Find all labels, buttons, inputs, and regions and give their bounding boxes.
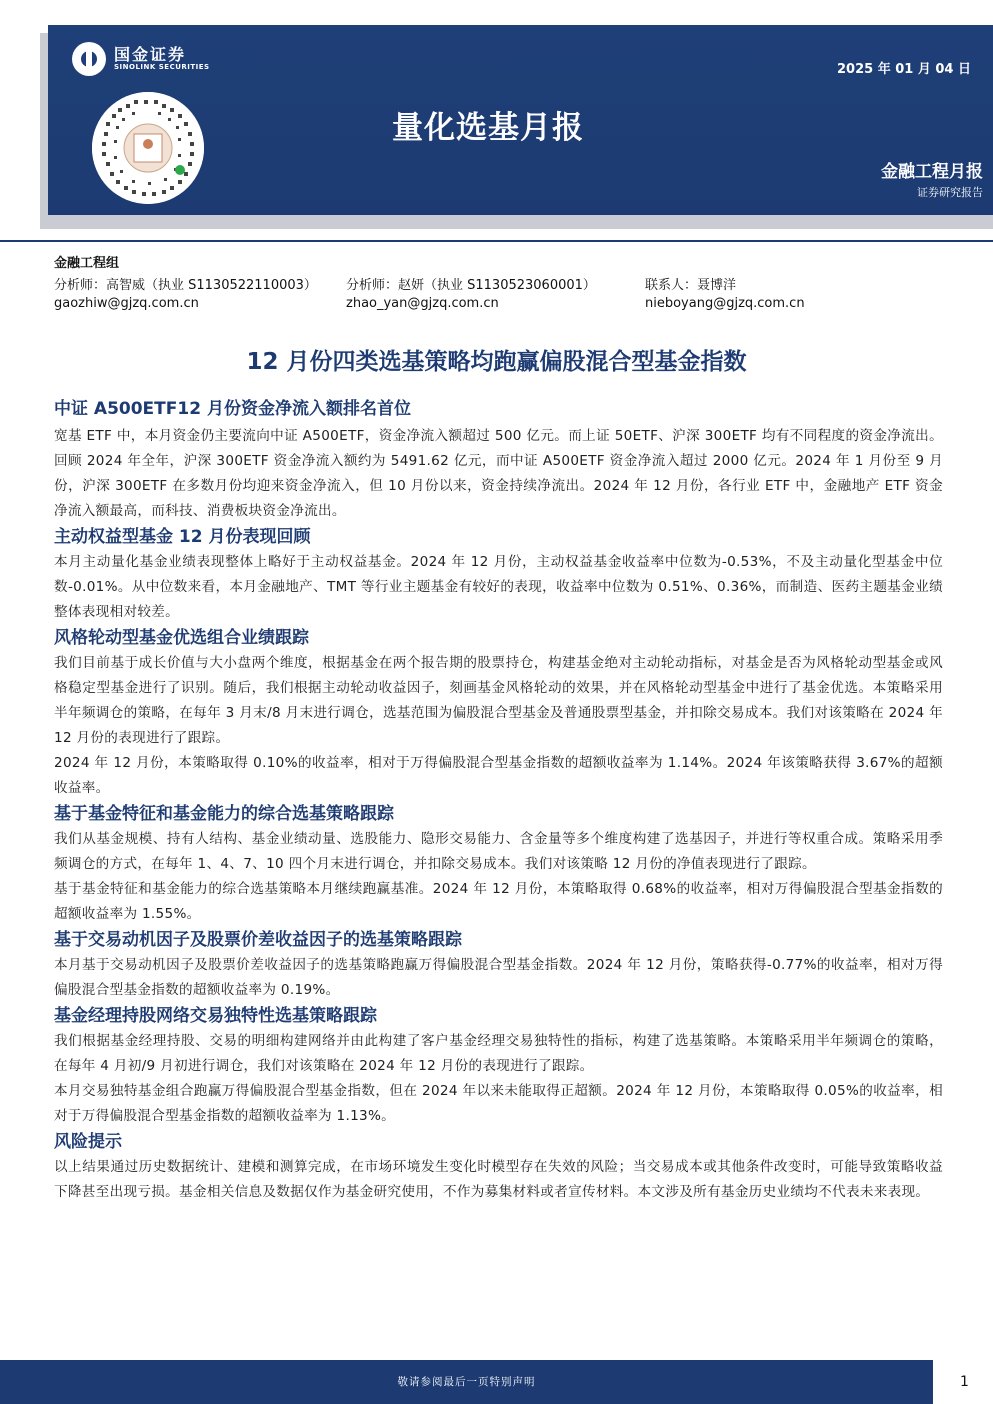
analyst-1: 分析师：高智威（执业 S1130522110003） — [54, 278, 317, 293]
company-logo — [72, 42, 210, 76]
section-paragraph: 我们目前基于成长价值与大小盘两个维度，根据基金在两个报告期的股票持仓，构建基金绝对主动轮动指标，对基金是否为风格轮动型基金或风格稳定型基金进行了识别。随后，我们根据主动轮动收益因子，刻画基金风格轮动的效果，并在风格轮动型基金中进行了基金优选。本策略采用半年频调仓的策略，在每年 3 月末/8 月末进行调仓，选基范围为偏股混合型基金及普通股票型基金，并扣除交易成本。我们对该策略在 2024 年 12 月份的表现进行了跟踪。 — [54, 655, 943, 746]
report-date: 2025 年 01 月 04 日 — [837, 62, 971, 77]
analyst-row — [54, 274, 954, 294]
section-paragraph: 本月交易独特基金组合跑赢万得偏股混合型基金指数，但在 2024 年以来未能取得正超额。2024 年 12 月份，本策略取得 0.05%的收益率，相对于万得偏股混合型基金指数的超额收益率为 1.13%。 — [54, 1083, 943, 1124]
report-title: 量化选基月报 — [392, 110, 584, 146]
header-divider — [0, 240, 993, 242]
section-heading: 主动权益型基金 12 月份表现回顾 — [54, 527, 311, 547]
report-type: 金融工程月报 — [881, 162, 983, 182]
section-paragraph: 宽基 ETF 中，本月资金仍主要流向中证 A500ETF，资金净流入额超过 500 亿元。而上证 50ETF、沪深 300ETF 均有不同程度的资金净流出。回顾 2024 年全年，沪深 300ETF 资金净流入额约为 5491.62 亿元，而中证 A500ETF 资金净流入超过 2000 亿元。2024 年 1 月份至 9 月份，沪深 300ETF 在多数月份均迎来资金净流入，但 10 月份以来，资金持续净流出。2024 年 12 月份，各行业 ETF 中，金融地产 ETF 资金净流入额最高，而科技、消费板块资金净流出。 — [54, 428, 943, 519]
section-heading: 基于基金特征和基金能力的综合选基策略跟踪 — [54, 804, 394, 824]
section-heading: 基金经理持股网络交易独特性选基策略跟踪 — [54, 1006, 377, 1026]
analyst-1-email[interactable]: gaozhiw@gjzq.com.cn — [54, 296, 199, 311]
section-heading: 中证 A500ETF12 月份资金净流入额排名首位 — [54, 399, 411, 419]
page-number: 1 — [960, 1374, 969, 1390]
main-title: 12 月份四类选基策略均跑赢偏股混合型基金指数 — [246, 349, 747, 375]
section-heading: 风险提示 — [54, 1132, 122, 1152]
section-paragraph: 基于基金特征和基金能力的综合选基策略本月继续跑赢基准。2024 年 12 月份，本策略取得 0.68%的收益率，相对万得偏股混合型基金指数的超额收益率为 1.55%。 — [54, 881, 943, 922]
contact-email[interactable]: nieboyang@gjzq.com.cn — [645, 296, 805, 311]
report-subtype: 证券研究报告 — [917, 186, 983, 199]
logo-mark-icon — [72, 42, 106, 76]
report-body — [54, 396, 943, 1205]
analyst-2: 分析师：赵妍（执业 S1130523060001） — [346, 278, 596, 293]
section-paragraph: 以上结果通过历史数据统计、建模和测算完成，在市场环境发生变化时模型存在失效的风险；当交易成本或其他条件改变时，可能导致策略收益下降甚至出现亏损。基金相关信息及数据仅作为基金研究使用，不作为募集材料或者宣传材料。本文涉及所有基金历史业绩均不代表未来表现。 — [54, 1159, 943, 1200]
section-paragraph: 我们根据基金经理持股、交易的明细构建网络并由此构建了客户基金经理交易独特性的指标，构建了选基策略。本策略采用半年频调仓的策略，在每年 4 月初/9 月初进行调仓，我们对该策略在 2024 年 12 月份的表现进行了跟踪。 — [54, 1033, 943, 1074]
section-heading: 风格轮动型基金优选组合业绩跟踪 — [54, 628, 309, 648]
section-paragraph: 本月主动量化基金业绩表现整体上略好于主动权益基金。2024 年 12 月份，主动权益基金收益率中位数为-0.53%，不及主动量化型基金中位数-0.01%。从中位数来看，本月金融地产、TMT 等行业主题基金有较好的表现，收益率中位数为 0.51%、0.36%，而制造、医药主题基金业绩整体表现相对较差。 — [54, 554, 943, 620]
qr-code-icon — [92, 92, 204, 204]
email-row — [54, 296, 954, 316]
section-paragraph: 2024 年 12 月份，本策略取得 0.10%的收益率，相对于万得偏股混合型基金指数的超额收益率为 1.14%。2024 年该策略获得 3.67%的超额收益率。 — [54, 755, 943, 796]
logo-en-text: SINOLINK SECURITIES — [114, 62, 210, 71]
section-paragraph: 我们从基金规模、持有人结构、基金业绩动量、选股能力、隐形交易能力、含金量等多个维度构建了选基因子，并进行等权重合成。策略采用季频调仓的方式，在每年 1、4、7、10 四个月末进行调仓，并扣除交易成本。我们对该策略 12 月份的净值表现进行了跟踪。 — [54, 831, 943, 872]
analyst-2-email[interactable]: zhao_yan@gjzq.com.cn — [346, 296, 499, 311]
team-name: 金融工程组 — [54, 256, 120, 271]
mini-program-qr-code[interactable] — [92, 92, 204, 204]
footer-disclaimer-link[interactable]: 敬请参阅最后一页特别声明 — [397, 1376, 536, 1388]
logo-cn-text: 国金证券 — [114, 45, 187, 65]
contact-person: 联系人：聂博洋 — [645, 278, 737, 293]
section-paragraph: 本月基于交易动机因子及股票价差收益因子的选基策略跑赢万得偏股混合型基金指数。2024 年 12 月份，策略获得-0.77%的收益率，相对万得偏股混合型基金指数的超额收益率为 0.19%。 — [54, 957, 943, 998]
section-heading: 基于交易动机因子及股票价差收益因子的选基策略跟踪 — [54, 930, 462, 950]
